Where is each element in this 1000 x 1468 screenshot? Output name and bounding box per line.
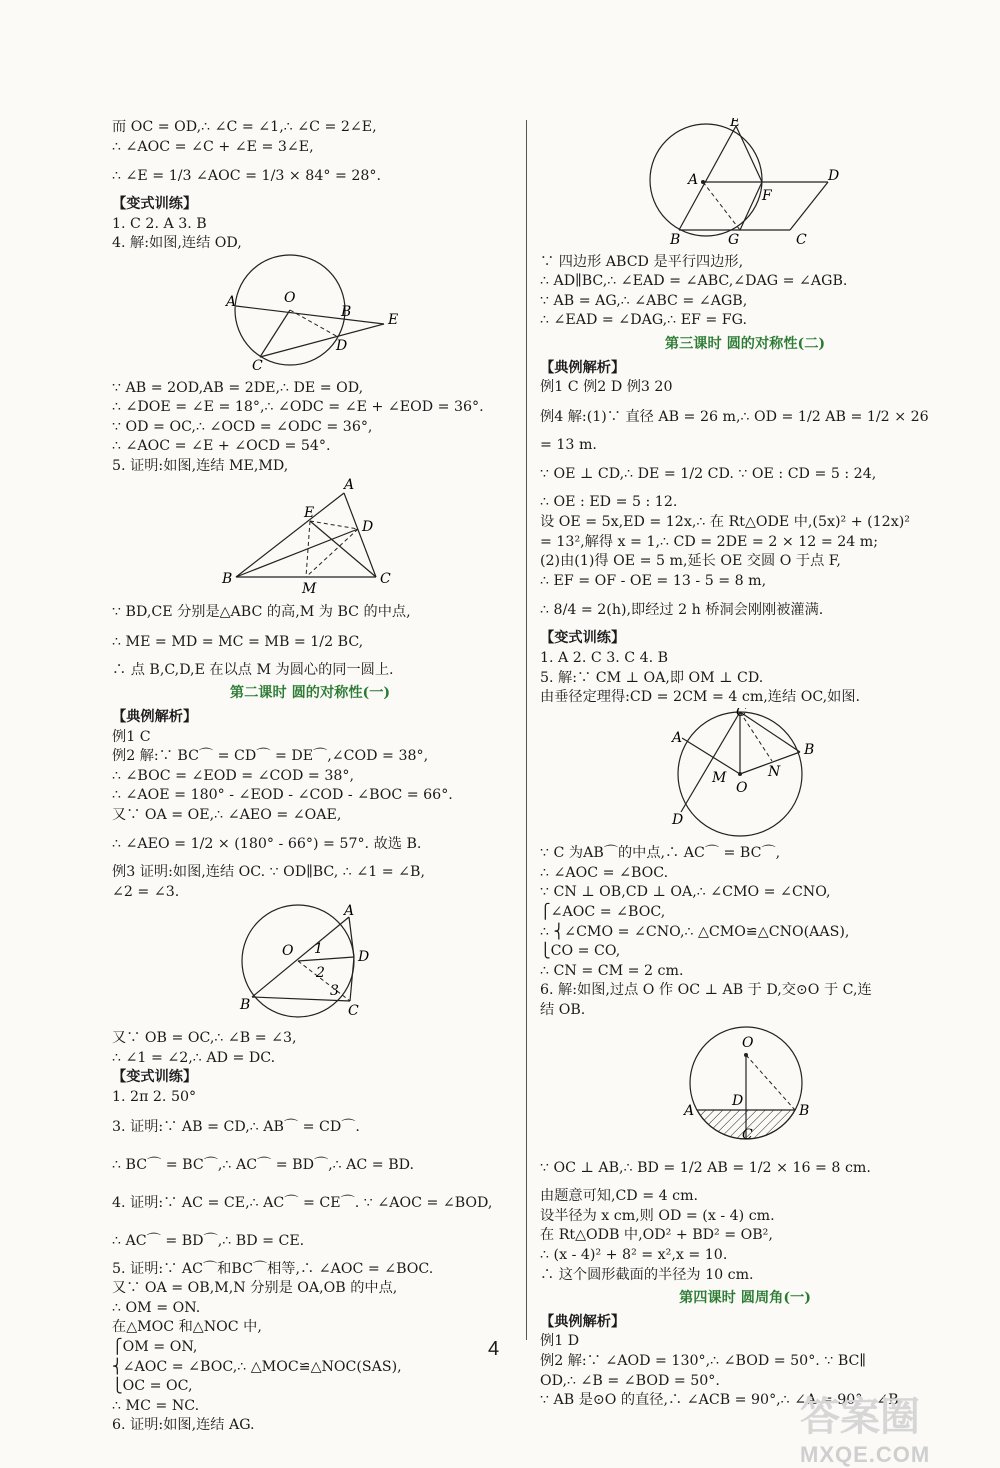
fig-label: C xyxy=(742,1126,753,1143)
fig-label: E xyxy=(388,311,399,328)
text-line: 5. 证明:如图,连结 ME,MD, xyxy=(112,457,289,474)
lesson-title: 第二课时 圆的对称性(一) xyxy=(229,685,391,702)
fig-label: C xyxy=(736,707,747,720)
text-line: 又∵ OB = OC,∴ ∠B = ∠3, xyxy=(112,1030,297,1047)
fig-label: C xyxy=(252,357,263,372)
fig-label: D xyxy=(362,518,374,535)
text-line: 例1 C xyxy=(112,728,151,745)
section-header: 【变式训练】 xyxy=(540,630,626,647)
text-line: ∴ ⎨∠CMO = ∠CNO,∴ △CMO≌△CNO(AAS), xyxy=(540,923,850,940)
fig-label: F xyxy=(762,188,772,204)
text-line: ⎧OM = ON, xyxy=(112,1339,198,1355)
fig-label: A xyxy=(226,293,237,310)
angle-label: 1 xyxy=(314,940,323,957)
text-line: ∴ OM = ON. xyxy=(112,1299,201,1316)
text-line: ∵ CN ⊥ OB,CD ⊥ OA,∴ ∠CMO = ∠CNO, xyxy=(540,884,831,901)
text-line: ∵ OC ⊥ AB,∴ BD = 1/2 AB = 1/2 × 16 = 8 cm. xyxy=(540,1160,871,1177)
text-line: ∵ 四边形 ABCD 是平行四边形, xyxy=(540,253,744,270)
text-line: 1. 2π 2. 50° xyxy=(112,1089,197,1106)
text-line: ∴ ∠AOC = ∠C + ∠E = 3∠E, xyxy=(112,138,314,155)
fig-label: B xyxy=(222,570,233,587)
angle-label: 3 xyxy=(330,982,339,999)
fig-label: B xyxy=(341,303,352,320)
text-line: 设 OE = 5x,ED = 12x,∴ 在 Rt△ODE 中,(5x)² + (12x)² xyxy=(540,513,910,530)
text-line: ∴ OE : ED = 5 : 12. xyxy=(540,494,678,511)
text-line: 4. 解:如图,连结 OD, xyxy=(112,235,242,252)
text-line: ∴ EF = OF - OE = 13 - 5 = 8 m, xyxy=(540,572,767,589)
watermark-title: 答案圈 xyxy=(800,1395,920,1439)
text-line: 例3 证明:如图,连结 OC. ∵ OD∥BC, ∴ ∠1 = ∠B, xyxy=(112,864,425,881)
text-line: 结 OB. xyxy=(540,1002,586,1019)
figure-triangle-abc xyxy=(112,477,508,597)
text-line: ∴ ∠AOE = 180° - ∠EOD - ∠COD - ∠BOC = 66°. xyxy=(112,787,453,804)
fig-label: M xyxy=(712,769,727,786)
text-line: ⎨∠AOC = ∠BOC,∴ △MOC≌△NOC(SAS), xyxy=(112,1358,402,1375)
text-line: 3. 证明:∵ AB = CD,∴ AB⌒ = CD⌒. xyxy=(112,1118,360,1135)
text-line: = 13 m. xyxy=(540,436,597,453)
text-line: ∴ (x - 4)² + 8² = x²,x = 10. xyxy=(540,1247,728,1263)
section-header: 【典例解析】 xyxy=(540,359,626,376)
text-line: 在△MOC 和△NOC 中, xyxy=(112,1319,262,1336)
text-line: ⎧∠AOC = ∠BOC, xyxy=(540,904,666,921)
fig-label: C xyxy=(348,1002,359,1019)
text-line: 4. 证明:∵ AC = CE,∴ AC⌒ = CE⌒. ∵ ∠AOC = ∠BOD, xyxy=(112,1194,493,1211)
text-line: 例1 C 例2 D 例3 20 xyxy=(540,379,673,396)
text-line: ∵ AB = 2OD,AB = 2DE,∴ DE = OD, xyxy=(112,379,364,396)
text-line: 由题意可知,CD = 4 cm. xyxy=(540,1188,699,1205)
fig-label: B xyxy=(799,1102,810,1119)
text-line: ∴ 这个圆形截面的半径为 10 cm. xyxy=(540,1266,754,1283)
text-line: 1. A 2. C 3. C 4. B xyxy=(540,649,669,666)
text-line: 设半径为 x cm,则 OD = (x - 4) cm. xyxy=(540,1207,775,1224)
fig-label: E xyxy=(730,118,741,130)
fig-label: O xyxy=(282,942,294,959)
lesson-title: 第四课时 圆周角(一) xyxy=(679,1290,811,1307)
figure-circle-ode xyxy=(112,254,508,372)
fig-label: A xyxy=(344,902,355,919)
text-line: ⎩OC = OC, xyxy=(112,1378,193,1395)
watermark-site: MXQE.COM xyxy=(800,1442,931,1467)
figure-circle-parallelogram xyxy=(540,118,950,246)
section-header: 【典例解析】 xyxy=(112,708,198,725)
fig-label: C xyxy=(380,570,391,587)
text-line: 又∵ OA = OB,M,N 分别是 OA,OB 的中点, xyxy=(112,1280,398,1297)
text-line: ∴ CN = CM = 2 cm. xyxy=(540,962,684,979)
text-line: ∵ AB = AG,∴ ∠ABC = ∠AGB, xyxy=(540,292,748,309)
fig-label: D xyxy=(732,1092,744,1109)
fig-label: O xyxy=(736,779,748,796)
text-line: ∴ 点 B,C,D,E 在以点 M 为圆心的同一圆上. xyxy=(112,661,394,678)
text-line: ∴ AC⌒ = BD⌒,∴ BD = CE. xyxy=(112,1232,305,1249)
text-line: ∴ ∠1 = ∠2,∴ AD = DC. xyxy=(112,1049,276,1066)
fig-label: D xyxy=(828,168,840,184)
text-line: ∵ C 为AB⌒的中点,∴ AC⌒ = BC⌒, xyxy=(540,845,781,862)
section-header: 【变式训练】 xyxy=(112,1069,198,1086)
fig-label: M xyxy=(302,580,317,597)
text-line: 例1 D xyxy=(540,1333,580,1350)
section-header: 【变式训练】 xyxy=(112,196,198,213)
section-header: 【典例解析】 xyxy=(540,1313,626,1330)
fig-label: B xyxy=(240,996,251,1013)
figure-circle-segment xyxy=(540,1021,950,1143)
text-line: (2)由(1)得 OE = 5 m,延长 OE 交圆 O 于点 F, xyxy=(540,553,841,570)
text-line: ⎩CO = CO, xyxy=(540,943,621,960)
text-line: ∴ BC⌒ = BC⌒,∴ AC⌒ = BD⌒,∴ AC = BD. xyxy=(112,1156,414,1173)
fig-label: N xyxy=(768,763,781,780)
text-line: 6. 证明:如图,连结 AG. xyxy=(112,1417,255,1434)
watermark xyxy=(800,1385,990,1467)
figure-circle-cmo-cno xyxy=(540,708,950,838)
fig-label: A xyxy=(688,172,699,188)
text-line: ∵ OD = OC,∴ ∠OCD = ∠ODC = 36°, xyxy=(112,418,373,435)
left-column xyxy=(112,118,508,1436)
text-line: OD,∴ ∠B = ∠BOD = 50°. xyxy=(540,1372,720,1389)
fig-label: D xyxy=(336,337,348,354)
page-number: 4 xyxy=(488,1338,500,1360)
fig-label: D xyxy=(358,948,370,965)
text-line: 1. C 2. A 3. B xyxy=(112,215,207,232)
fig-label: G xyxy=(728,232,740,246)
text-line: ∵ OE ⊥ CD,∴ DE = 1/2 CD. ∵ OE : CD = 5 : 24, xyxy=(540,466,877,483)
text-line: ∴ AD∥BC,∴ ∠EAD = ∠ABC,∠DAG = ∠AGB. xyxy=(540,273,848,290)
fig-label: O xyxy=(742,1034,754,1051)
fig-label: E xyxy=(304,504,315,521)
fig-label: B xyxy=(670,232,681,246)
text-line: 例2 解:∵ ∠AOD = 130°,∴ ∠BOD = 50°. ∵ BC∥ xyxy=(540,1352,866,1369)
fig-label: D xyxy=(672,811,684,828)
text-line: ∴ ∠DOE = ∠E = 18°,∴ ∠ODC = ∠E + ∠EOD = 36°. xyxy=(112,399,484,416)
text-line: ∴ 8/4 = 2(h),即经过 2 h 桥洞会刚刚被灌满. xyxy=(540,602,824,619)
text-line: ∴ ME = MD = MC = MB = 1/2 BC, xyxy=(112,633,364,650)
text-line: 5. 证明:∵ AC⌒和BC⌒相等,∴ ∠AOC = ∠BOC. xyxy=(112,1260,434,1277)
text-line: 例4 解:(1)∵ 直径 AB = 26 m,∴ OD = 1/2 AB = 1/2 × 26 xyxy=(540,408,929,425)
text-line: 例2 解:∵ BC⌒ = CD⌒ = DE⌒,∠COD = 38°, xyxy=(112,748,429,765)
text-line: ∴ ∠AEO = 1/2 × (180° - 66°) = 57°. 故选 B. xyxy=(112,836,422,853)
text-line: ∠2 = ∠3. xyxy=(112,884,180,901)
text-line: ∴ ∠AOC = ∠E + ∠OCD = 54°. xyxy=(112,438,331,455)
text-line: 在 Rt△ODB 中,OD² + BD² = OB², xyxy=(540,1227,773,1244)
figure-circle-arc-1-2-3 xyxy=(112,903,508,1023)
text-line: 由垂径定理得:CD = 2CM = 4 cm,连结 OC,如图. xyxy=(540,689,861,706)
text-line: 5. 解:∵ CM ⊥ OA,即 OM ⊥ CD. xyxy=(540,669,764,686)
text-line: ∴ MC = NC. xyxy=(112,1397,200,1414)
right-column xyxy=(540,118,950,1411)
fig-label: A xyxy=(684,1102,695,1119)
text-line: ∴ ∠BOC = ∠EOD = ∠COD = 38°, xyxy=(112,767,354,784)
text-line: ∵ BD,CE 分别是△ABC 的高,M 为 BC 的中点, xyxy=(112,604,411,621)
fig-label: A xyxy=(672,729,683,746)
lesson-title: 第三课时 圆的对称性(二) xyxy=(664,335,826,352)
fig-label: O xyxy=(284,289,296,306)
text-line: 6. 解:如图,过点 O 作 OC ⊥ AB 于 D,交⊙O 于 C,连 xyxy=(540,982,872,999)
angle-label: 2 xyxy=(316,964,325,981)
fig-label: B xyxy=(804,741,815,758)
text-line: ∴ ∠E = 1/3 ∠AOC = 1/3 × 84° = 28°. xyxy=(112,168,382,185)
text-line: 而 OC = OD,∴ ∠C = ∠1,∴ ∠C = 2∠E, xyxy=(112,119,377,135)
column-divider xyxy=(526,120,527,1340)
text-line: ∴ ∠AOC = ∠BOC. xyxy=(540,864,669,881)
fig-label: C xyxy=(796,232,807,246)
fig-label: A xyxy=(344,476,355,493)
text-line: = 13²,解得 x = 1,∴ CD = 2DE = 2 × 12 = 24 m; xyxy=(540,533,879,550)
text-line: ∵ AB 是⊙O 的直径,∴ ∠ACB = 90°,∴ ∠A = 90° - ∠B xyxy=(540,1392,899,1409)
text-line: ∴ ∠EAD = ∠DAG,∴ EF = FG. xyxy=(540,312,747,329)
text-line: 又∵ OA = OE,∴ ∠AEO = ∠OAE, xyxy=(112,806,342,823)
